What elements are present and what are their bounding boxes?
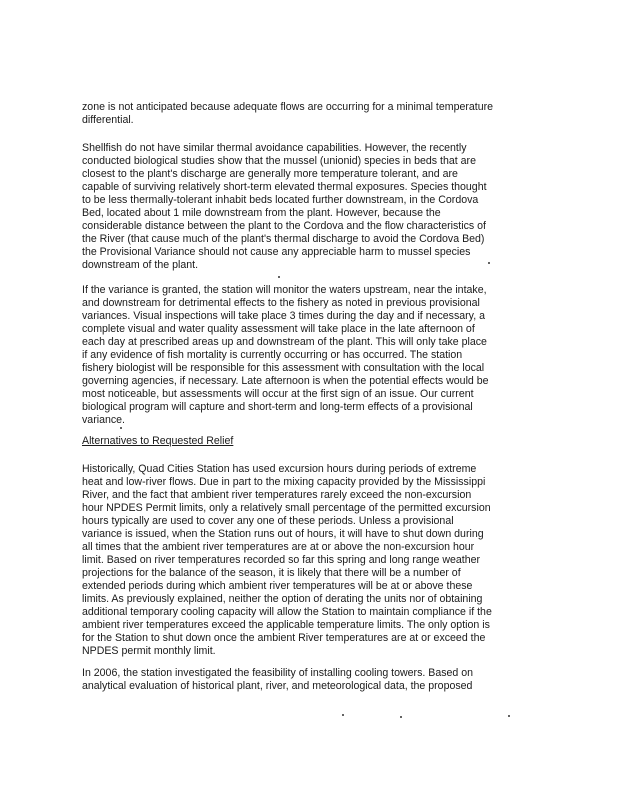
text-line: additional temporary cooling capacity will allow the Station to maintain compliance if the [82, 606, 492, 618]
text-line: hours typically are used to cover any one of these periods. Unless a provisional [82, 515, 454, 527]
scan-speck [342, 714, 344, 716]
text-line: River, and the fact that ambient river temperatures rarely exceed the non-excursion [82, 489, 472, 501]
text-line: projections for the balance of the season, it is likely that there will be a number of [82, 567, 461, 579]
scan-speck [120, 427, 122, 429]
text-line: Bed, located about 1 mile downstream from the plant. However, because the [82, 207, 441, 219]
text-line: zone is not anticipated because adequate flows are occurring for a minimal temperature [82, 101, 494, 113]
text-line: closest to the plant's discharge are generally more temperature tolerant, and are [82, 168, 458, 180]
text-line: NPDES permit monthly limit. [82, 645, 216, 657]
text-line: conducted biological studies show that the mussel (unionid) species in beds that are [82, 155, 476, 167]
scan-speck [278, 276, 280, 278]
section-heading-alternatives: Alternatives to Requested Relief [82, 435, 234, 447]
text-line: Shellfish do not have similar thermal avoidance capabilities. However, the recently [82, 142, 467, 154]
paragraph-historically [82, 463, 492, 658]
text-line: hour NPDES Permit limits, only a relatively small percentage of the permitted excursion [82, 502, 491, 514]
text-line: if any evidence of fish mortality is currently occurring or has occurred. The station [82, 349, 463, 361]
text-line: considerable distance between the plant to the Cordova and the flow characteristics of [82, 220, 486, 232]
text-line: variance. [82, 414, 125, 426]
text-line: to be less thermally-tolerant inhabit beds located further downstream, in the Cordova [82, 194, 479, 206]
text-line: the River (that cause much of the plant's thermal discharge to avoid the Cordova Bed) [82, 233, 485, 245]
paragraph-thermal-zone [82, 101, 493, 127]
text-line: heat and low-river flows. Due in part to the mixing capacity provided by the Mississippi [82, 476, 486, 488]
text-line: limit. Based on river temperatures recorded so far this spring and long range weather [82, 554, 481, 566]
text-line: analytical evaluation of historical plant, river, and meteorological data, the proposed [82, 680, 473, 692]
text-line: variance is issued, when the Station runs out of hours, it will have to shut down during [82, 528, 484, 540]
text-line: capable of surviving relatively short-term elevated thermal exposures. Species thought [82, 181, 487, 193]
text-line: most noticeable, but assessments will occur at the first sign of an issue. Our current [82, 388, 474, 400]
text-line: extended periods during which ambient river temperatures will be at or above these [82, 580, 473, 592]
text-line: for the Station to shut down once the ambient River temperatures are at or exceed the [82, 632, 486, 644]
text-line: the Provisional Variance should not cause any appreciable harm to mussel species [82, 246, 471, 258]
text-line: Historically, Quad Cities Station has used excursion hours during periods of extreme [82, 463, 477, 475]
text-line: complete visual and water quality assessment will take place in the late afternoon of [82, 323, 475, 335]
text-line: biological program will capture and short-term and long-term effects of a provisional [82, 401, 473, 413]
text-line: If the variance is granted, the station will monitor the waters upstream, near the intake, [82, 284, 487, 296]
scan-speck [508, 715, 510, 717]
text-line: fishery biologist will be responsible for this assessment with consultation with the local [82, 362, 485, 374]
paragraph-shellfish [82, 142, 487, 272]
text-line: downstream of the plant. [82, 259, 199, 271]
text-line: ambient river temperatures exceed the applicable temperature limits. The only option is [82, 619, 490, 631]
scan-speck [488, 262, 490, 264]
text-line: limits. As previously explained, neither the option of derating the units nor of obtaining [82, 593, 483, 605]
text-line: all times that the ambient river temperatures are at or above the non-excursion hour [82, 541, 475, 553]
paragraph-cooling-towers [82, 667, 473, 693]
paragraph-monitoring [82, 284, 489, 427]
text-line: and downstream for detrimental effects to the fishery as noted in previous provisional [82, 297, 480, 309]
text-line: variances. Visual inspections will take place 3 times during the day and if necessary, a [82, 310, 485, 322]
text-line: governing agencies, if necessary. Late afternoon is when the potential effects would be [82, 375, 489, 387]
text-line: each day at prescribed areas up and downstream of the plant. This will only take place [82, 336, 487, 348]
text-line: In 2006, the station investigated the feasibility of installing cooling towers. Based on [82, 667, 474, 679]
scan-speck [400, 716, 402, 718]
text-line: differential. [82, 114, 134, 126]
